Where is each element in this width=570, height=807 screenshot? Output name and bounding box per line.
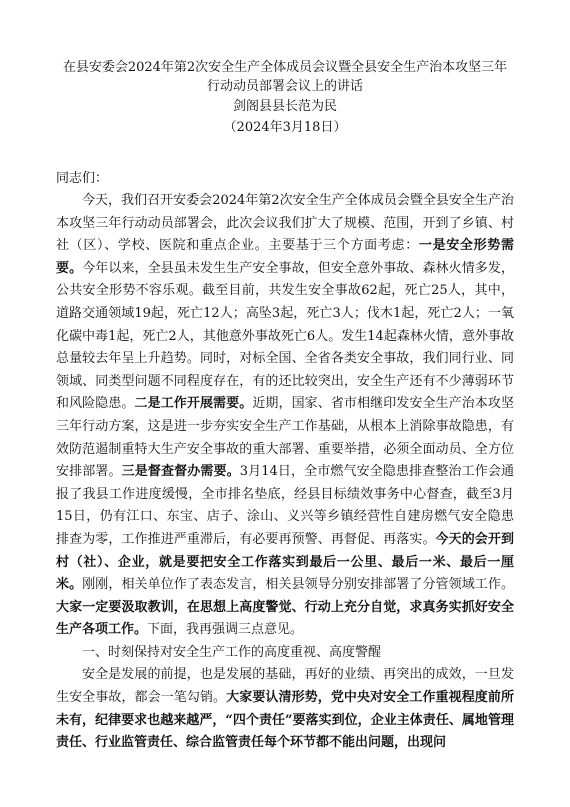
paragraph-1-bold-4: 今天的会开到村（社）、企业，就是要把安全工作落实到最后一公里、最后一米、最后一厘米。 xyxy=(56,531,514,593)
section-heading-1: 一、时刻保持对安全生产工作的高度重视、高度警醒 xyxy=(82,644,382,660)
paragraph-1-bold-3: 三是督查督办需要。 xyxy=(121,464,240,480)
paragraph-1-text-6: 下面，我再强调三点意见。 xyxy=(147,622,304,638)
paragraph-1-bold-1: 一是安全形势需要。 xyxy=(56,238,514,276)
paragraph-1-bold-5: 大家一定要汲取教训，在思想上高度警觉、行动上充分自觉，求真务实抓好安全生产各项工作。 xyxy=(56,599,514,638)
paragraph-1-text-2: 今年以来，全县虽未发生生产安全事故，但安全意外事故、森林火情多发，公共安全形势不容乐观。截至目前，共发生安全事故62起，死亡25人，其中，道路交通领域19起，死亡12人；高坠3起，死亡3人；伐木1起，死亡2人；一氧化碳中毒1起，死亡2人，其他意外事故死亡6人。发生14起森林火情，意外事故总量较去年呈上升趋势。同时，对标全国、全省各类安全事故，我们同行业、同领域、同类型问题不同程度存在，有的还比较突出，安全生产还有不少薄弱环节和风险隐患。 xyxy=(56,260,514,412)
title-line-2: 行动动员部署会议上的讲话 xyxy=(206,79,363,94)
date-line: （2024年3月18日） xyxy=(223,120,347,135)
paragraph-2-text-1: 安全是发展的前提，也是发展的基础，再好的业绩、再突出的成效，一旦发生安全事故，都会一笔勾销。 xyxy=(56,667,514,706)
salutation: 同志们： xyxy=(56,171,109,186)
paragraph-1-text-5: 刚刚，相关单位作了表态发言，相关县领导分别安排部署了分管领域工作。 xyxy=(82,577,514,593)
paragraph-2 xyxy=(56,664,514,754)
paragraph-1-bold-2: 二是工作开展需要。 xyxy=(134,396,253,412)
title-line-1: 在县安委会2024年第2次安全生产全体成员会议暨全县安全生产治本攻坚三年 xyxy=(62,60,508,75)
paragraph-2-bold-1: 大家要认清形势，党中央对安全工作重视程度前所未有，纪律要求也越来越严，“四个责任”要落实到位，企业主体责任、属地管理责任、行业监管责任、综合监管责任每个环节都不能出问题，出现问 xyxy=(56,690,514,751)
paragraph-1-text-1: 今天，我们召开安委会2024年第2次安全生产全体成员会暨全县安全生产治本攻坚三年行动动员部署会，此次会议我们扩大了规模、范围，开到了乡镇、村社（区）、学校、医院和重点企业。主要基于三个方面考虑： xyxy=(56,193,514,254)
document-title xyxy=(56,58,514,96)
paragraph-1 xyxy=(56,190,514,642)
paragraph-1-text-4: 3月14日，全市燃气安全隐患排查整治工作会通报了我县工作进度缓慢，全市排名垫底，经县目标绩效事务中心督查，截至3月15日，仍有江口、东宝、店子、涂山、义兴等乡镇经营性自建房燃气安全隐患排查为零，工作推进严重滞后，有必要再预警、再督促、再落实。 xyxy=(56,464,514,547)
paragraph-1-text-3: 近期，国家、省市相继印发安全生产治本攻坚三年行动方案，这是进一步夯实安全生产工作基础，从根本上消除事故隐患，有效防范遏制重特大生产安全事故的重大部署、重要举措，必须全面动员、全方位安排部署。 xyxy=(56,396,514,480)
speaker-line: 剑阁县县长范为民 xyxy=(232,99,337,114)
